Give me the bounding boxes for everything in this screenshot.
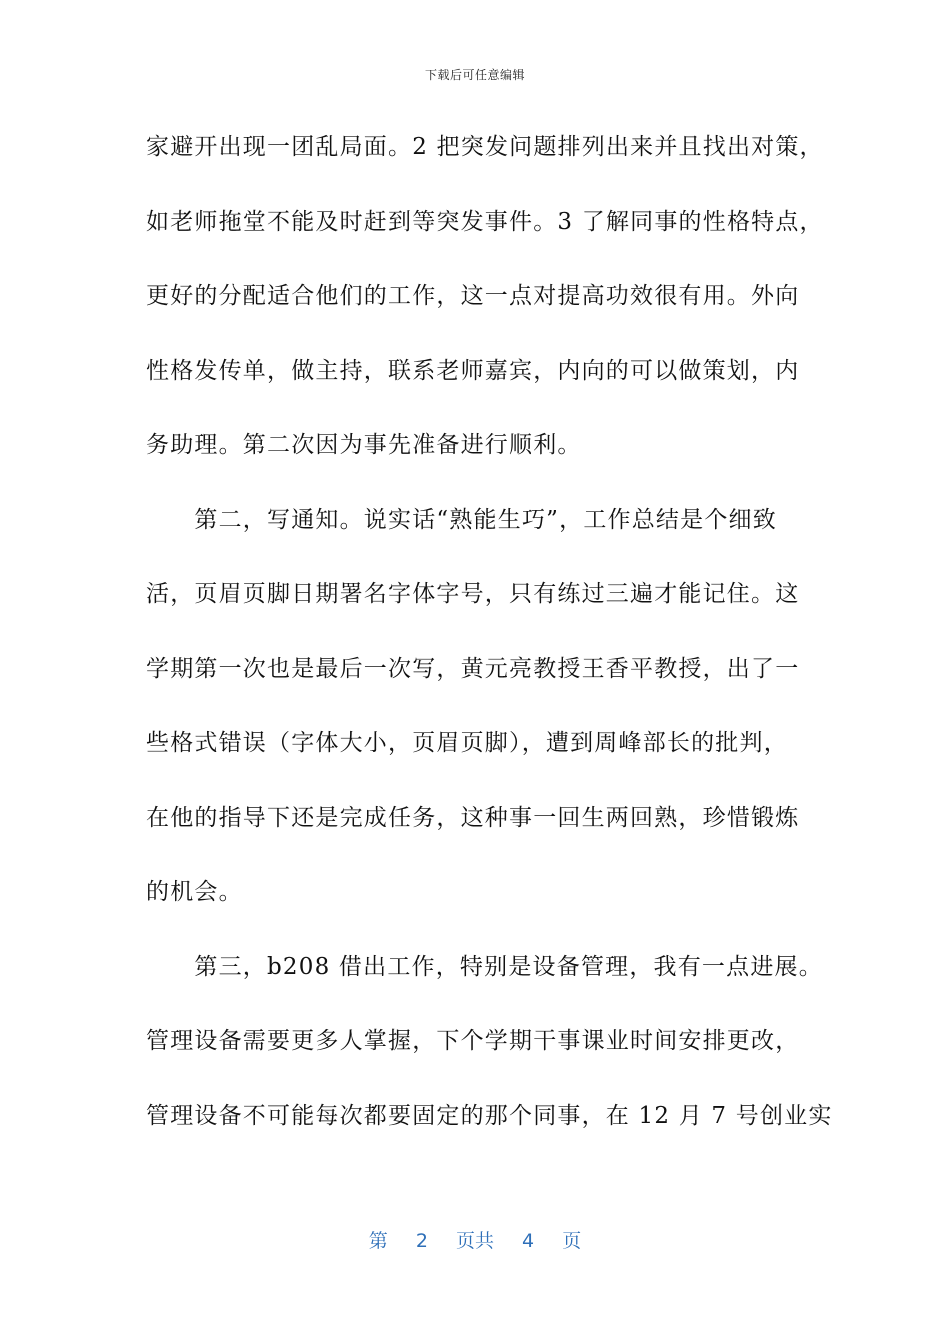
page-footer	[0, 1226, 950, 1253]
paragraph-1	[146, 120, 824, 493]
text-line: 性格发传单，做主持，联系老师嘉宾，内向的可以做策划，内	[146, 357, 800, 384]
page-header: 下载后可任意编辑	[424, 68, 525, 82]
text-line: 如老师拖堂不能及时赶到等突发事件。3 了解同事的性格特点，	[146, 208, 824, 235]
footer-total-pages: 4	[522, 1230, 535, 1252]
paragraph-2	[146, 493, 806, 940]
paragraph-3	[146, 940, 833, 1164]
text-line: 务助理。第二次因为事先准备进行顺利。	[146, 432, 582, 458]
body-text	[146, 120, 833, 1163]
text-line: 在他的指导下还是完成任务，这种事一回生两回熟，珍惜锻炼	[146, 804, 800, 831]
text-line: 学期第一次也是最后一次写，黄元亮教授王香平教授，出了一	[146, 655, 800, 682]
text-line: 第三，b208 借出工作，特别是设备管理，我有一点进展。	[146, 953, 823, 980]
text-line: 第二，写通知。说实话“熟能生巧”，工作总结是个细致	[146, 506, 777, 533]
footer-prefix: 第	[368, 1230, 388, 1252]
text-line: 管理设备需要更多人掌握，下个学期干事课业时间安排更改，	[146, 1028, 800, 1054]
text-line: 的机会。	[146, 879, 243, 905]
text-line: 些格式错误（字体大小，页眉页脚），遭到周峰部长的批判，	[146, 730, 788, 756]
text-line: 管理设备不可能每次都要固定的那个同事，在 12 月 7 号创业实	[146, 1102, 833, 1129]
text-line: 活，页眉页脚日期署名字体字号，只有练过三遍才能记住。这	[146, 581, 800, 607]
footer-suffix: 页	[562, 1230, 582, 1252]
footer-current-page: 2	[415, 1230, 428, 1252]
text-line: 更好的分配适合他们的工作，这一点对提高功效很有用。外向	[146, 283, 800, 309]
text-line: 家避开出现一团乱局面。2 把突发问题排列出来并且找出对策，	[146, 134, 824, 160]
footer-middle: 页共	[455, 1230, 494, 1252]
